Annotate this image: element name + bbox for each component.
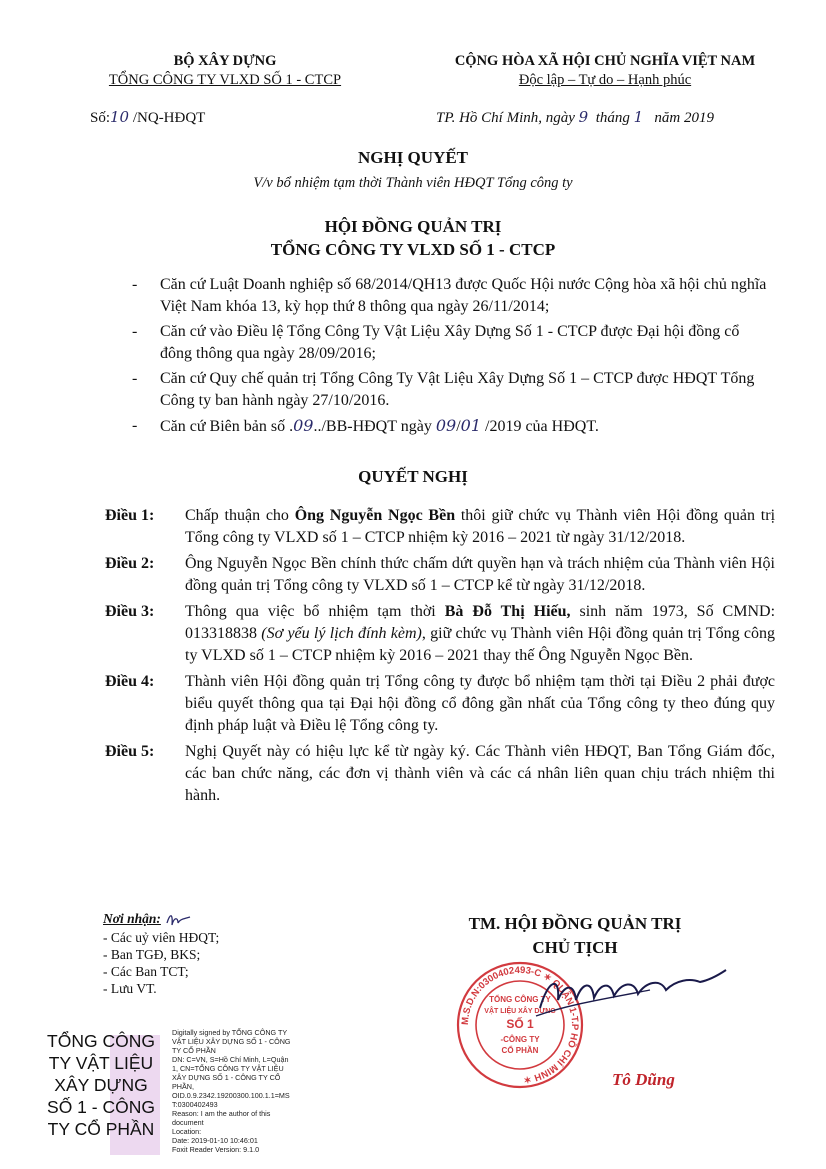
issuer-line-1: HỘI ĐỒNG QUẢN TRỊ: [324, 217, 502, 236]
national-motto: [420, 52, 790, 90]
handwritten-minutes-month: 01: [460, 416, 481, 435]
signer-title: TM. HỘI ĐỒNG QUẢN TRỊ: [468, 914, 682, 933]
handwritten-minutes-number: 09: [293, 416, 314, 435]
list-item: - Căn cứ vào Điều lệ Tổng Công Ty Vật Liệu Xây Dựng Số 1 - CTCP được Đại hội đồng cổ đông thông qua ngày 28/09/2016;: [132, 323, 740, 362]
ministry-header: [70, 52, 380, 90]
digital-signature-details: Digitally signed by TỔNG CÔNG TY VẬT LIỆU XÂY DỰNG SỐ 1 - CÔNG TY CỔ PHẦN DN: C=VN, S=Hồ Chí Minh, L=Quận 1, CN=TỔNG CÔNG TY VẬT LIỆU XÂY DỰNG SỐ 1 - CÔNG TY CỔ PHẦN, OID.0.9.2342.19200300.100.1.1=MS T:0300402493 Reason: I am the author of this document Location: Date: 2019-01-10 10:46:01 Foxit Reader Version: 9.1.0: [172, 1028, 291, 1154]
articles: [105, 505, 775, 811]
handwritten-month: 1: [633, 108, 644, 126]
signer-name: Tô Dũng: [612, 1070, 675, 1089]
svg-text:M.S.D.N:0300402493-C ✶ QUẬN 1-: M.S.D.N:0300402493-C ✶ QUẬN 1-T.P HỒ CHÍ MINH ✶: [459, 964, 581, 1085]
legal-bases: [120, 274, 770, 442]
issuer-line-2: TỔNG CÔNG TY VLXD SỐ 1 - CTCP: [270, 240, 556, 259]
digital-signature-name: TỔNG CÔNG TY VẬT LIỆU XÂY DỰNG SỐ 1 - CÔNG TY CỔ PHẦN: [47, 1031, 155, 1139]
initials-scribble-icon: [164, 911, 194, 929]
svg-text:CỔ PHẦN: CỔ PHẦN: [501, 1046, 539, 1055]
handwritten-number: 10: [110, 108, 130, 126]
document-title: NGHỊ QUYẾT: [357, 148, 469, 167]
document-number: Số:10 /NQ-HĐQT: [90, 108, 206, 126]
handwritten-day: 9: [578, 108, 589, 126]
article-1: Điều 1: Chấp thuận cho Ông Nguyễn Ngọc Bền thôi giữ chức vụ Thành viên Hội đồng quản trị Tổng công ty VLXD số 1 – CTCP nhiệm kỳ 2016 – 2021 từ ngày 31/12/2018.: [105, 507, 776, 546]
svg-text:TỔNG CÔNG TY: TỔNG CÔNG TY: [489, 995, 551, 1004]
signer-position: CHỦ TỊCH: [532, 938, 618, 957]
recipient-item: - Các Ban TCT;: [103, 963, 189, 979]
decision-title: QUYẾT NGHỊ: [358, 467, 468, 486]
recipients-block: [103, 910, 219, 997]
article-4: Điều 4: Thành viên Hội đồng quản trị Tổng công ty được bổ nhiệm tạm thời tại Điều 2 phải được biểu quyết thông qua tại Đại hội đồng cổ đông gần nhất của Tổng công ty theo đúng quy định pháp luật và Điều lệ Tổng công ty.: [105, 673, 775, 734]
motto: Độc lập – Tự do – Hạnh phúc: [518, 72, 692, 88]
signer-block: [420, 912, 730, 960]
article-2: Điều 2: Ông Nguyễn Ngọc Bền chính thức chấm dứt quyền hạn và trách nhiệm của Thành viên Hội đồng quản trị Tổng công ty VLXD số 1 – CTCP kể từ ngày 31/12/2018.: [105, 555, 775, 594]
recipients-title: Nơi nhận:: [103, 911, 161, 926]
recipient-item: - Lưu VT.: [103, 980, 157, 996]
issuer-block: [0, 215, 826, 261]
svg-text:SỐ 1: SỐ 1: [506, 1017, 534, 1031]
recipient-item: - Các uỷ viên HĐQT;: [103, 929, 220, 945]
list-item: - Căn cứ Quy chế quản trị Tổng Công Ty Vật Liệu Xây Dựng Số 1 – CTCP được HĐQT Tổng Công ty ban hành ngày 27/10/2016.: [132, 370, 755, 409]
list-item: - Căn cứ Biên bản số .09../BB-HĐQT ngày 09/01 /2019 của HĐQT.: [132, 416, 599, 435]
list-item: - Căn cứ Luật Doanh nghiệp số 68/2014/QH13 được Quốc Hội nước Cộng hòa xã hội chủ nghĩa Việt Nam khóa 13, kỳ họp thứ 8 thông qua ngày 26/11/2014;: [132, 276, 767, 315]
country-name: CỘNG HÒA XÃ HỘI CHỦ NGHĨA VIỆT NAM: [454, 53, 756, 69]
document-subtitle: V/v bổ nhiệm tạm thời Thành viên HĐQT Tổng công ty: [253, 175, 573, 191]
recipient-item: - Ban TGĐ, BKS;: [103, 946, 201, 962]
date-line: TP. Hồ Chí Minh, ngày 9 tháng 1 năm 2019: [436, 108, 715, 126]
svg-text:-CÔNG TY: -CÔNG TY: [500, 1035, 540, 1044]
article-3: Điều 3: Thông qua việc bổ nhiệm tạm thời Bà Đỗ Thị Hiếu, sinh năm 1973, Số CMND: 013318838 (Sơ yếu lý lịch đính kèm), giữ chức vụ Thành viên Hội đồng quản trị Tổng công ty VLXD số 1 – CTCP nhiệm kỳ 2016 – 2021 thay thế Ông Nguyễn Ngọc Bền.: [105, 603, 776, 664]
svg-text:VẬT LIỆU XÂY DỰNG: VẬT LIỆU XÂY DỰNG: [484, 1008, 556, 1015]
article-5: Điều 5: Nghị Quyết này có hiệu lực kể từ ngày ký. Các Thành viên HĐQT, Ban Tổng Giám đốc, các ban chức năng, các đơn vị thành viên và các cá nhân liên quan chịu trách nhiệm thi hành.: [105, 743, 775, 804]
ministry-name: BỘ XÂY DỰNG: [173, 53, 277, 69]
company-name: TỔNG CÔNG TY VLXD SỐ 1 - CTCP: [108, 72, 342, 88]
handwritten-signature-icon: [530, 960, 730, 1020]
handwritten-minutes-day: 09: [435, 416, 457, 435]
